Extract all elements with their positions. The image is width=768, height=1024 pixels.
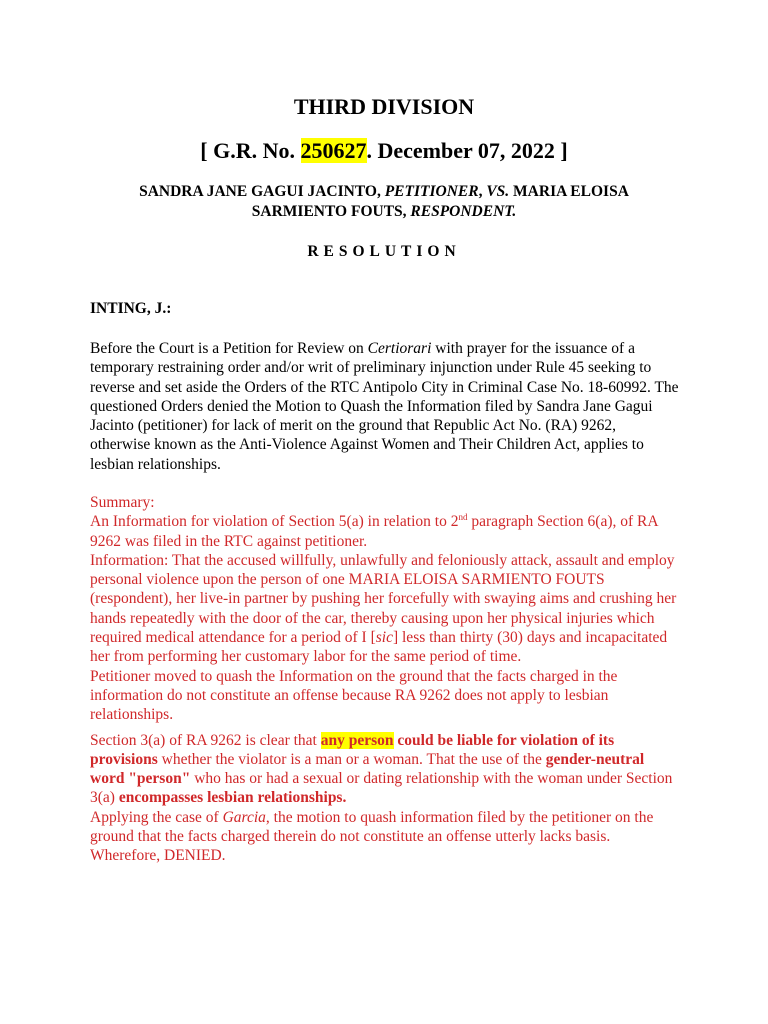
section-text-e: who has or had a sexual or dating relationship with the woman under Section 3(a) (90, 770, 673, 807)
information-text-b: ] less than thirty (30) days and incapacitated her from performing her customary labor for the same period of time. (90, 629, 668, 666)
summary-line1-b: paragraph Section 6(a), of RA 9262 was filed in the RTC against petitioner. (90, 513, 658, 550)
petitioner-label: PETITIONER (384, 183, 479, 200)
section-text-f: encompasses lesbian relationships. (118, 789, 347, 807)
section-text-a: Section 3(a) of RA 9262 is clear that (90, 731, 321, 749)
information-text-a: Information: That the accused willfully, unlawfully and feloniously attack, assault and employ personal violence upon the person of one MARIA ELOISA SARMIENTO FOUTS (respondent), her live-in partner by pushing her forcefully with swaying aims and crushing her hands repeatedly with the door of the car, thereby causing upon her physical injuries which required medical attendance for a period of I [ (90, 551, 677, 647)
intro-text-2: with prayer for the issuance of a temporary restraining order and/or writ of preliminary injunction under Rule 45 seeking to reverse and set aside the Orders of the RTC Antipolo City in Criminal Case No. 18-60992. The questioned Orders denied the Motion to Quash the Information filed by Sandra Jane Gagui Jacinto (petitioner) for lack of merit on the ground that Republic Act No. (RA) 9262, otherwise known as the Anti-Violence Against Women and Their Children Act, applies to lesbian relationships. (90, 340, 679, 473)
ponente: INTING, J.: (90, 300, 172, 317)
section-text-c: whether the violator is a man or a woman. That the use of the (157, 750, 546, 768)
summary-garcia (90, 808, 680, 847)
sic-term: sic (375, 629, 393, 647)
gr-date: . December 07, 2022 ] (366, 138, 568, 163)
case-number-heading (0, 138, 768, 164)
petitioner-name: SANDRA JANE GAGUI JACINTO, (139, 183, 385, 200)
summary-information-text (90, 551, 680, 667)
intro-text-1: Before the Court is a Petition for Review on (90, 340, 368, 357)
intro-paragraph (90, 339, 680, 474)
any-person-highlight: any person (320, 731, 394, 749)
gr-prefix: [ G.R. No. (200, 138, 301, 163)
summary-conclusion: Wherefore, DENIED. (90, 847, 226, 865)
respondent-label: RESPONDENT. (410, 203, 517, 220)
division-heading: THIRD DIVISION (293, 94, 475, 119)
respondent-name: MARIA ELOISA SARMIENTO FOUTS, (251, 183, 629, 220)
ordinal-suffix: nd (458, 512, 468, 523)
case-parties (90, 182, 678, 222)
certiorari-term: Certiorari (367, 340, 432, 357)
parties-separator: , (478, 183, 487, 200)
summary-section (90, 493, 680, 866)
resolution-title: RESOLUTION (307, 243, 461, 260)
garcia-text-b: , the motion to quash information filed by the petitioner on the ground that the facts charged therein do not constitute an offense utterly lacks basis. (90, 808, 654, 846)
summary-heading: Summary: (90, 494, 155, 511)
summary-information-filed (90, 512, 680, 551)
summary-section-3a (90, 731, 680, 808)
versus-label: VS. (486, 183, 510, 200)
section-text-b: could be liable for violation of its provisions (90, 731, 615, 768)
garcia-text-a: Applying the case of (90, 808, 223, 826)
garcia-case-name: Garcia (222, 808, 266, 826)
summary-motion: Petitioner moved to quash the Information on the ground that the facts charged in the information do not constitute an offense because RA 9262 does not apply to lesbian relationships. (90, 667, 618, 724)
summary-line1-a: An Information for violation of Section 5(a) in relation to 2 (90, 513, 459, 531)
gr-number-highlight: 250627 (300, 138, 367, 163)
section-text-d: gender-neutral word "person" (90, 750, 645, 788)
